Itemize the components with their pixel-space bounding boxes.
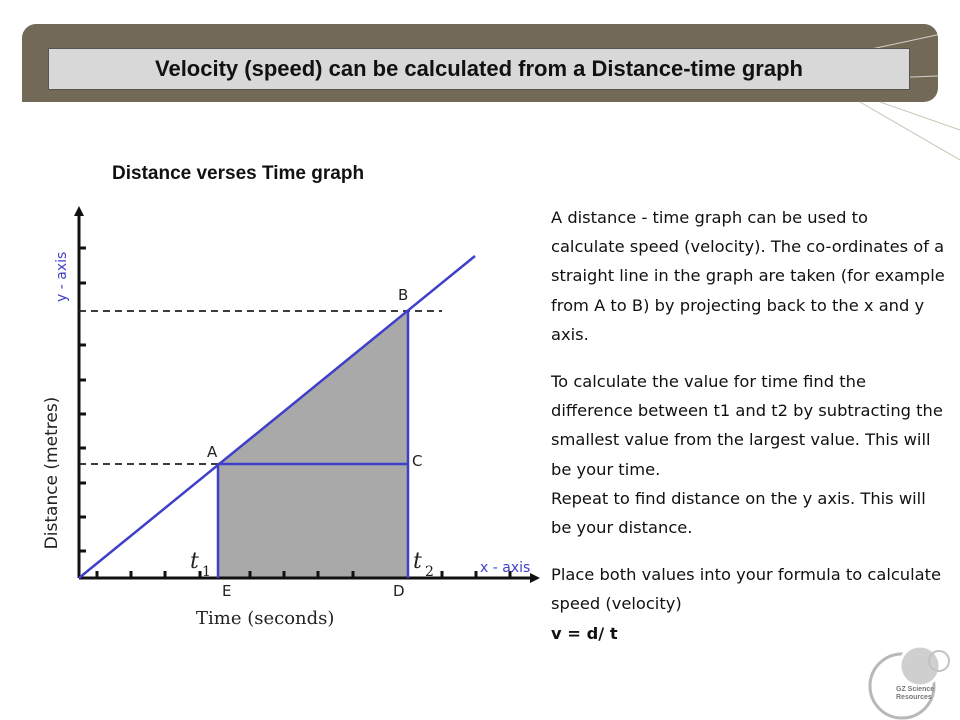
point-label-e: E [222, 582, 232, 600]
point-label-b: B [398, 286, 409, 304]
t1-label: t [190, 549, 199, 574]
logo-text [896, 686, 956, 702]
t2-subscript: 2 [425, 564, 434, 580]
gz-science-logo-icon [862, 644, 952, 720]
graph-title: Distance verses Time graph [112, 163, 365, 184]
paragraph-time: To calculate the value for time find the difference between t1 and t2 by subtracting the smallest value from the largest value. This will be your time. [551, 372, 943, 479]
logo-line-2: Resources [896, 694, 932, 701]
x-axis-tag: x - axis [480, 560, 531, 576]
y-axis-arrow [74, 206, 84, 216]
point-label-d: D [393, 582, 405, 600]
x-axis-label: Time (seconds) [196, 608, 335, 629]
x-axis-arrow [530, 573, 540, 583]
point-label-c: C [412, 452, 423, 470]
logo-line-1: GZ Science [896, 686, 935, 693]
t2-label: t [413, 549, 422, 574]
y-axis-tag: y - axis [54, 251, 70, 302]
slide-title: Velocity (speed) can be calculated from a Distance-time graph [48, 48, 910, 90]
distance-time-graph [0, 195, 540, 615]
t1-subscript: 1 [202, 564, 211, 580]
speed-formula: v = d/ t [551, 623, 618, 643]
paragraph-intro: A distance - time graph can be used to calculate speed (velocity). The co-ordinates of a straight line in the graph are taken (for example from A to B) by projecting back to the x and y axis. [551, 208, 945, 344]
shaded-area [218, 311, 408, 578]
point-label-a: A [207, 443, 218, 461]
y-axis-label: Distance (metres) [42, 396, 62, 550]
paragraph-distance: Repeat to find distance on the y axis. This will be your distance. [551, 488, 926, 538]
paragraph-formula-intro: Place both values into your formula to calculate speed (velocity) [551, 565, 942, 614]
explanation-text [551, 203, 946, 648]
